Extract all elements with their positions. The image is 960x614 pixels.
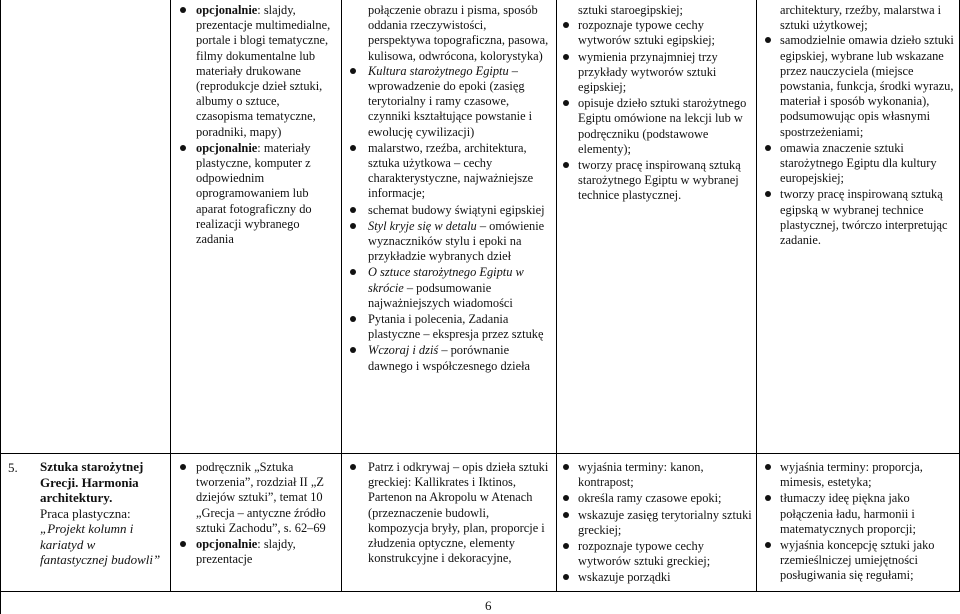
item-text: Patrz i odkrywaj – opis dzieła sztuki greckiej: Kallikrates i Iktinos, Partenon na Akropolu w Atenach (przeznaczenie budowli, kompozycja bryły, plan, proporcje i złudzenia optyczne, elementy konstrukcyjne i dekoracyjne, bbox=[368, 460, 549, 566]
item-text: : slajdy, prezentacje multimedialne, portale i blogi tematyczne, filmy dokumentalne lub materiały drukowane (reprodukcje dzieł sztuki, albumy o sztuce, czasopisma tematyczne, poradniki, mapy) bbox=[196, 3, 331, 139]
bullet-icon bbox=[180, 464, 186, 470]
bottom-extended-list bbox=[762, 460, 956, 584]
top-materials-list bbox=[176, 3, 336, 247]
bullet-icon bbox=[350, 68, 356, 74]
table-border bbox=[556, 0, 557, 592]
item-text: omawia znaczenie sztuki starożytnego Egiptu dla kultury europejskiej; bbox=[780, 140, 937, 186]
bullet-icon bbox=[350, 223, 356, 229]
list-item bbox=[348, 64, 552, 140]
list-item bbox=[348, 312, 552, 342]
item-bold: opcjonalnie bbox=[196, 140, 258, 155]
list-item bbox=[762, 538, 956, 584]
list-item bbox=[560, 158, 752, 204]
top-extended-requirements-cell bbox=[762, 3, 956, 249]
bullet-icon bbox=[563, 495, 569, 501]
item-text: wymienia przynajmniej trzy przykłady wytworów sztuki egipskiej; bbox=[578, 49, 718, 95]
bullet-icon bbox=[350, 207, 356, 213]
list-item bbox=[560, 50, 752, 96]
bullet-icon bbox=[350, 269, 356, 275]
requirements-lead: architektury, rzeźby, malarstwa i sztuki użytkowej; bbox=[780, 3, 942, 33]
top-content-cell bbox=[348, 3, 552, 375]
lesson-topic-cell bbox=[40, 459, 166, 568]
list-item bbox=[176, 141, 336, 247]
page-number: 6 bbox=[485, 598, 492, 613]
item-italic: Styl kryje się w detalu bbox=[368, 218, 477, 233]
bottom-materials-cell bbox=[176, 460, 336, 568]
list-item bbox=[762, 491, 956, 537]
bullet-icon bbox=[350, 347, 356, 353]
table-border bbox=[0, 453, 960, 454]
topic-title: Sztuka starożytnej Grecji. Harmonia architektury. bbox=[40, 459, 144, 505]
bullet-icon bbox=[350, 145, 356, 151]
list-item bbox=[560, 539, 752, 569]
table-border bbox=[170, 0, 171, 592]
list-item bbox=[762, 460, 956, 490]
item-text: – porównanie dawnego i współczesnego dzieła bbox=[368, 343, 531, 373]
bottom-materials-list bbox=[176, 460, 336, 567]
bullet-icon bbox=[563, 574, 569, 580]
bullet-icon bbox=[765, 145, 771, 151]
item-text: : materiały plastyczne, komputer z odpowiednim oprogramowaniem lub aparat fotograficzny do realizacji wybranego zadania bbox=[196, 140, 312, 247]
bottom-content-cell bbox=[348, 460, 552, 567]
table-border bbox=[756, 0, 757, 592]
bullet-icon bbox=[563, 543, 569, 549]
item-text: tworzy pracę inspirowaną sztuką egipską w wybranej technice plastycznej, twórczo interpretując zadanie. bbox=[780, 187, 948, 248]
item-text: rozpoznaje typowe cechy wytworów sztuki egipskiej; bbox=[578, 18, 715, 48]
bullet-icon bbox=[765, 464, 771, 470]
bullet-icon bbox=[180, 145, 186, 151]
bullet-icon bbox=[350, 464, 356, 470]
list-item bbox=[348, 141, 552, 202]
list-item bbox=[176, 3, 336, 140]
item-text: wyjaśnia terminy: proporcja, mimesis, estetyka; bbox=[780, 460, 923, 490]
list-item bbox=[762, 187, 956, 248]
content-lead: połączenie obrazu i pisma, sposób oddania rzeczywistości, perspektywa topograficzna, pasowa, kulisowa, odwrócona, kolorystyka) bbox=[368, 3, 549, 63]
item-italic: O sztuce starożytnego Egiptu w skrócie bbox=[368, 265, 524, 295]
list-item bbox=[762, 141, 956, 187]
lesson-number: 5. bbox=[8, 460, 18, 475]
bullet-icon bbox=[180, 541, 186, 547]
bullet-icon bbox=[563, 54, 569, 60]
bottom-basic-list bbox=[560, 460, 752, 586]
list-item bbox=[560, 18, 752, 48]
item-text: podręcznik „Sztuka tworzenia”, rozdział II „Z dziejów sztuki”, temat 10 „Grecja – antyczne źródło sztuki Zachodu”, s. 62–69 bbox=[196, 460, 326, 535]
item-italic: Kultura starożytnego Egiptu bbox=[368, 63, 509, 78]
list-item bbox=[348, 219, 552, 265]
item-text: malarstwo, rzeźba, architektura, sztuka użytkowa – cechy charakterystyczne, najważniejsze informacje; bbox=[368, 140, 534, 201]
requirements-lead: sztuki staroegipskiej; bbox=[578, 3, 683, 17]
top-basic-list bbox=[560, 18, 752, 203]
item-text: schemat budowy świątyni egipskiej bbox=[368, 202, 545, 217]
item-text: – omówienie wyznaczników stylu i epoki na przykładzie wybranych dzieł bbox=[368, 218, 545, 264]
bullet-icon bbox=[765, 37, 771, 43]
item-text: : slajdy, prezentacje bbox=[196, 537, 296, 567]
bottom-content-list bbox=[348, 460, 552, 566]
top-materials-cell bbox=[176, 3, 336, 248]
list-item bbox=[560, 508, 752, 538]
item-text: samodzielnie omawia dzieło sztuki egipskiej, wybrane lub wskazane przez nauczyciela (miejsce powstania, funkcja, środki wyrazu, materiał i sposób wykonania), podsumowując opis własnymi spostrzeżeniami; bbox=[780, 33, 954, 139]
item-text: – podsumowanie najważniejszych wiadomości bbox=[368, 280, 513, 310]
list-item bbox=[560, 491, 752, 506]
bullet-icon bbox=[563, 162, 569, 168]
list-item bbox=[560, 96, 752, 157]
list-item bbox=[348, 265, 552, 311]
table-border bbox=[0, 0, 1, 614]
topic-assignment: „Projekt kolumn i kariatyd w fantastycznej budowli” bbox=[40, 521, 161, 567]
item-text: określa ramy czasowe epoki; bbox=[578, 491, 722, 506]
list-item bbox=[348, 460, 552, 566]
top-basic-requirements-cell bbox=[560, 3, 752, 205]
bottom-basic-requirements-cell bbox=[560, 460, 752, 587]
bullet-icon bbox=[563, 464, 569, 470]
list-item bbox=[560, 460, 752, 490]
bullet-icon bbox=[765, 191, 771, 197]
list-item bbox=[762, 33, 956, 139]
list-item bbox=[176, 460, 336, 536]
top-content-list bbox=[348, 64, 552, 374]
item-text: rozpoznaje typowe cechy wytworów sztuki greckiej; bbox=[578, 539, 711, 569]
bullet-icon bbox=[765, 495, 771, 501]
item-italic: Wczoraj i dziś bbox=[368, 343, 439, 358]
item-bold: opcjonalnie bbox=[196, 3, 258, 17]
bullet-icon bbox=[765, 542, 771, 548]
topic-subtitle: Praca plastyczna: bbox=[40, 505, 131, 521]
item-text: Pytania i polecenia, Zadania plastyczne – ekspresja przez sztukę bbox=[368, 312, 544, 342]
bullet-icon bbox=[350, 316, 356, 322]
bullet-icon bbox=[563, 512, 569, 518]
bullet-icon bbox=[563, 22, 569, 28]
top-extended-list bbox=[762, 33, 956, 248]
bullet-icon bbox=[563, 100, 569, 106]
bullet-icon bbox=[180, 7, 186, 13]
item-text: tworzy pracę inspirowaną sztuką starożytnego Egiptu w wybranej technice plastycznej. bbox=[578, 158, 741, 203]
item-bold: opcjonalnie bbox=[196, 537, 258, 552]
list-item bbox=[560, 570, 752, 585]
item-text: wskazuje porządki bbox=[578, 570, 671, 585]
table-border bbox=[341, 0, 342, 592]
bottom-extended-requirements-cell bbox=[762, 460, 956, 585]
item-text: tłumaczy ideę piękna jako połączenia ładu, harmonii i matematycznych proporcji; bbox=[780, 491, 916, 536]
item-text: wskazuje zasięg terytorialny sztuki greckiej; bbox=[578, 507, 752, 537]
list-item bbox=[348, 343, 552, 373]
item-text: – wprowadzenie do epoki (zasięg terytorialny i ramy czasowe, czynniki kształtujące powstanie i ewolucję cywilizacji) bbox=[368, 63, 533, 139]
list-item bbox=[176, 537, 336, 567]
item-text: wyjaśnia koncepcję sztuki jako rzemieślniczej umiejętności posługiwania się regułami; bbox=[780, 538, 935, 583]
item-text: opisuje dzieło sztuki starożytnego Egiptu omówione na lekcji lub w podręczniku (podstawowe elementy); bbox=[578, 96, 747, 156]
list-item bbox=[348, 203, 552, 218]
table-border bbox=[0, 591, 960, 592]
item-text: wyjaśnia terminy: kanon, kontrapost; bbox=[578, 460, 704, 490]
